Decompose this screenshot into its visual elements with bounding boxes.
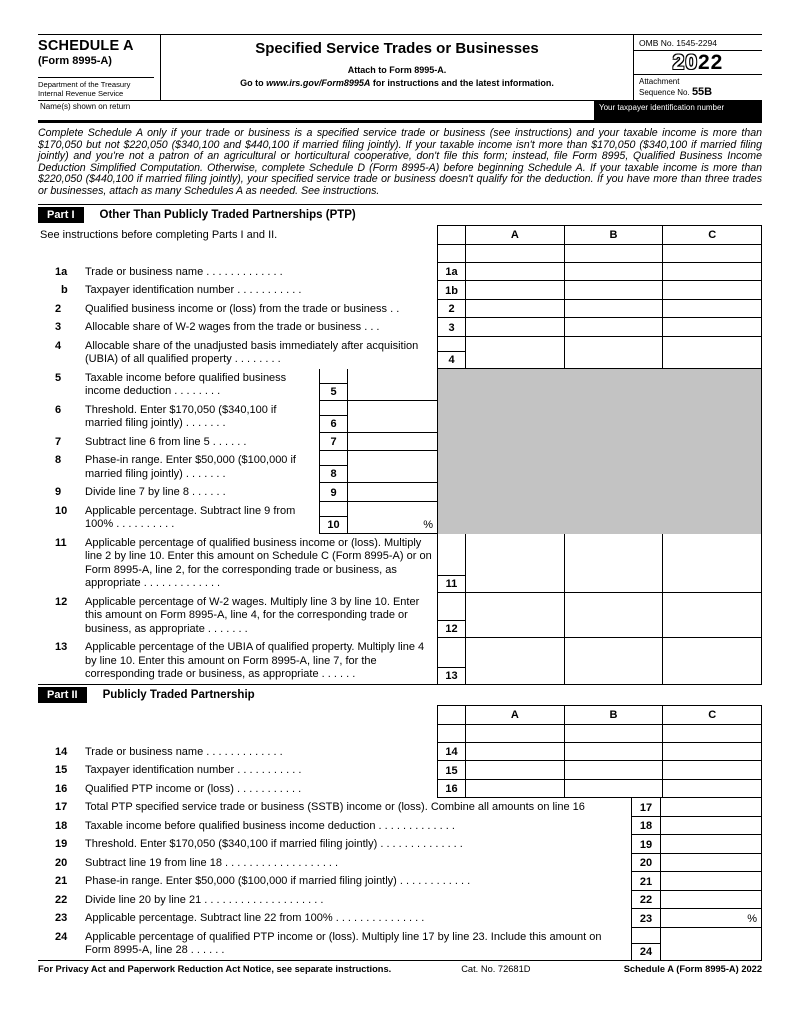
line-number: 14 [55, 745, 68, 758]
line-number: 11 [55, 536, 67, 549]
line-3-col-b[interactable] [564, 318, 663, 337]
line-box [437, 761, 465, 780]
row-label [38, 761, 437, 780]
department-block [38, 77, 154, 98]
row-line-1a [38, 263, 762, 282]
line-4-col-a[interactable] [465, 337, 564, 369]
sequence-prefix: Sequence No. [639, 88, 692, 97]
line-3-col-a[interactable] [465, 318, 564, 337]
line-text: Applicable percentage of qualified PTP income or (loss). Multiply line 17 by line 23. Include this amount on Form 8995-A, line 28 . . . . . . [85, 930, 602, 957]
row-label [38, 743, 437, 762]
row-label [38, 928, 631, 960]
column-b-header: B [564, 225, 663, 245]
row-line-15 [38, 761, 762, 780]
row-label [38, 300, 437, 319]
line-20-entry[interactable] [660, 854, 762, 873]
part2-header-bar [38, 684, 762, 705]
line-text: Threshold. Enter $170,050 ($340,100 if married filing jointly) . . . . . . . . . . . . . . [85, 838, 463, 851]
spacer [38, 725, 437, 743]
row-label [38, 281, 437, 300]
part2-column-header-row [38, 705, 762, 725]
form-footer [38, 960, 762, 974]
line-text: Taxpayer identification number . . . . . . . . . . . [85, 764, 302, 777]
row-line-24 [38, 928, 762, 960]
row-label [38, 401, 319, 433]
row-line-19 [38, 835, 762, 854]
line-box-label: 7 [330, 436, 337, 449]
row-line-1b [38, 281, 762, 300]
tax-year-bold: 22 [698, 51, 724, 74]
line-14-col-c[interactable] [662, 743, 762, 762]
line-box [437, 638, 465, 684]
line-4-col-b[interactable] [564, 337, 663, 369]
privacy-notice: For Privacy Act and Paperwork Reduction Act Notice, see separate instructions. [38, 963, 392, 974]
line-13-col-c[interactable] [662, 638, 762, 684]
form-title: Specified Service Trades or Businesses [255, 40, 539, 57]
part2-title: Publicly Traded Partnership [102, 688, 255, 701]
line-box-label: 12 [438, 620, 465, 637]
see-instructions-note: See instructions before completing Parts I and II. [40, 228, 278, 241]
line-number: 23 [55, 912, 68, 925]
line-box-label: 1b [445, 284, 458, 297]
row-line-20 [38, 854, 762, 873]
form-id-footer: Schedule A (Form 8995-A) 2022 [623, 963, 762, 974]
sequence-number: 55B [691, 86, 713, 98]
line-18-entry[interactable] [660, 817, 762, 836]
line-number: 24 [55, 930, 68, 943]
line-number: 9 [55, 486, 62, 499]
line-number: 8 [55, 454, 62, 467]
row-line-7 [38, 433, 762, 452]
line-box [437, 780, 465, 799]
line-number: 3 [55, 321, 62, 334]
line-14-col-a[interactable] [465, 743, 564, 762]
shaded-area [437, 369, 762, 401]
line-number: 4 [55, 339, 62, 352]
line-15-col-c[interactable] [662, 761, 762, 780]
line-box-label: 18 [639, 820, 653, 833]
line-box [437, 300, 465, 319]
line-19-entry[interactable] [660, 835, 762, 854]
row-line-14 [38, 743, 762, 762]
line-box [437, 593, 465, 639]
row-line-13 [38, 638, 762, 684]
line-box [437, 337, 465, 369]
column-a-header: A [465, 225, 564, 245]
line-box-label: 22 [639, 894, 653, 907]
department-line-2: Internal Revenue Service [38, 89, 124, 98]
line-21-entry[interactable] [660, 872, 762, 891]
part2-table [38, 705, 762, 960]
percent-sign: % [747, 912, 757, 925]
row-label [38, 835, 631, 854]
form-title-block [160, 35, 634, 100]
line-box-label: 16 [445, 783, 458, 796]
line-text: Applicable percentage of qualified business income or (loss). Multiply line 2 by line 10. Enter this amount on Schedule C (Form 8995-A) or on Form 8995-A, line 2, for the corresponding trade or business, as appropriate . . . . . . . . . . . . . [85, 536, 432, 590]
line-13-col-b[interactable] [564, 638, 663, 684]
line-4-col-c[interactable] [662, 337, 762, 369]
line-text: Taxable income before qualified business income deduction . . . . . . . . [85, 371, 287, 398]
line-number: 18 [55, 819, 68, 832]
line-number: 16 [55, 782, 68, 795]
line-16-col-b[interactable] [564, 780, 663, 799]
line-box-label: 11 [438, 575, 465, 592]
line-number: 1a [55, 265, 68, 278]
line-1a-col-a[interactable] [465, 263, 564, 282]
line-box [437, 534, 465, 593]
department-line-1: Department of the Treasury [38, 80, 131, 89]
part1-title: Other Than Publicly Traded Partnerships (PTP) [99, 208, 356, 221]
line-14-col-b[interactable] [564, 743, 663, 762]
row-label [38, 337, 437, 369]
line-box [631, 854, 660, 873]
row-label [38, 817, 631, 836]
goto-suffix: for instructions and the latest information. [370, 78, 554, 88]
line-12-col-b[interactable] [564, 593, 663, 639]
line-box-label: 20 [639, 857, 653, 870]
line-16-col-a[interactable] [465, 780, 564, 799]
line-text: Divide line 7 by line 8 . . . . . . [85, 486, 226, 499]
line-1b-col-b[interactable] [564, 281, 663, 300]
line-12-col-a[interactable] [465, 593, 564, 639]
line-box-label: 24 [632, 943, 660, 960]
line-box-label: 13 [438, 667, 465, 684]
shaded-area [437, 451, 762, 483]
line-8-entry[interactable] [347, 451, 437, 483]
line-6-entry[interactable] [347, 401, 437, 433]
row-line-10 [38, 502, 762, 534]
name-tin-row [38, 101, 762, 123]
line-text: Taxpayer identification number . . . . . . . . . . . [85, 284, 302, 297]
part1-spacer-row [38, 245, 762, 263]
line-number: 6 [55, 403, 62, 416]
row-line-23 [38, 909, 762, 928]
line-23-entry[interactable] [660, 909, 762, 928]
row-label [38, 780, 437, 799]
line-box [319, 502, 347, 534]
omb-block [634, 35, 762, 100]
part1-column-header-row [38, 225, 762, 245]
shaded-area [437, 483, 762, 502]
spacer [662, 725, 762, 743]
line-text: Allocable share of W-2 wages from the trade or business . . . [85, 321, 380, 334]
line-2-col-a[interactable] [465, 300, 564, 319]
line-15-col-a[interactable] [465, 761, 564, 780]
line-11-col-a[interactable] [465, 534, 564, 593]
line-box [631, 909, 660, 928]
shaded-area [437, 433, 762, 452]
line-2-col-b[interactable] [564, 300, 663, 319]
row-label [38, 854, 631, 873]
line-box-label: 9 [330, 486, 337, 499]
line-13-col-a[interactable] [465, 638, 564, 684]
line-box [437, 743, 465, 762]
line-number: b [61, 284, 68, 297]
form-header [38, 34, 762, 101]
line-11-col-c[interactable] [662, 534, 762, 593]
row-line-22 [38, 891, 762, 910]
row-label [38, 483, 319, 502]
line-number: 15 [55, 764, 68, 777]
line-box [437, 263, 465, 282]
line-box-label: 19 [639, 838, 653, 851]
name-field[interactable] [38, 101, 594, 120]
spacer [564, 725, 663, 743]
line-box-label: 21 [639, 875, 653, 888]
form-number: (Form 8995-A) [38, 55, 112, 67]
line-text: Applicable percentage. Subtract line 9 from 100% . . . . . . . . . . [85, 504, 296, 531]
part1-table [38, 225, 762, 684]
line-text: Allocable share of the unadjusted basis immediately after acquisition (UBIA) of all qualified property . . . . . . . . [85, 339, 419, 366]
sequence-line [639, 87, 757, 98]
line-1a-col-b[interactable] [564, 263, 663, 282]
line-number: 21 [55, 875, 68, 888]
column-c-header: C [662, 705, 762, 725]
shaded-area [437, 502, 762, 534]
attach-line: Attach to Form 8995-A. [347, 65, 447, 75]
spacer [662, 245, 762, 263]
spacer [437, 725, 465, 743]
line-text: Applicable percentage. Subtract line 22 from 100% . . . . . . . . . . . . . . . [85, 912, 425, 925]
line-number: 17 [55, 801, 68, 814]
shaded-area [437, 401, 762, 433]
line-number: 5 [55, 371, 62, 384]
line-7-entry[interactable] [347, 433, 437, 452]
row-label [38, 891, 631, 910]
part1-header-bar [38, 205, 762, 225]
row-label [38, 593, 437, 639]
line-box-label: 6 [320, 415, 347, 432]
part2-label: Part II [38, 687, 87, 703]
row-line-21 [38, 872, 762, 891]
row-line-5 [38, 369, 762, 401]
goto-url: www.irs.gov/Form8995A [266, 78, 371, 88]
line-text: Threshold. Enter $170,050 ($340,100 if married filing jointly) . . . . . . . [85, 403, 277, 430]
line-box [319, 401, 347, 433]
goto-prefix: Go to [240, 78, 267, 88]
goto-line [169, 78, 625, 88]
row-label [38, 909, 631, 928]
line-box-label: 15 [445, 764, 458, 777]
line-17-entry[interactable] [660, 798, 762, 817]
column-c-header: C [662, 225, 762, 245]
line-number: 10 [55, 504, 68, 517]
spacer [38, 245, 437, 263]
row-label [38, 638, 437, 684]
row-label [38, 798, 631, 817]
form-id-block [38, 35, 160, 100]
row-line-16 [38, 780, 762, 799]
line-2-col-c[interactable] [662, 300, 762, 319]
header-num-spacer [437, 225, 465, 245]
line-number: 22 [55, 893, 68, 906]
row-label [38, 872, 631, 891]
line-box [631, 872, 660, 891]
row-label [38, 318, 437, 337]
line-box-label: 5 [320, 383, 347, 400]
line-box [437, 281, 465, 300]
line-box-label: 8 [320, 465, 347, 482]
line-number: 19 [55, 838, 68, 851]
line-box [437, 318, 465, 337]
line-box-label: 3 [448, 321, 455, 334]
omb-number: OMB No. 1545-2294 [639, 38, 717, 48]
line-box [319, 433, 347, 452]
line-box [631, 835, 660, 854]
line-text: Phase-in range. Enter $50,000 ($100,000 if married filing jointly) . . . . . . . . . . . . [85, 875, 471, 888]
line-24-entry[interactable] [660, 928, 762, 960]
line-3-col-c[interactable] [662, 318, 762, 337]
line-9-entry[interactable] [347, 483, 437, 502]
line-number: 20 [55, 856, 68, 869]
line-box-label: 1a [445, 266, 458, 279]
line-box [631, 798, 660, 817]
line-box-label: 14 [445, 746, 458, 759]
line-box [319, 483, 347, 502]
row-line-17 [38, 798, 762, 817]
row-line-18 [38, 817, 762, 836]
row-line-11 [38, 534, 762, 593]
line-text: Qualified PTP income or (loss) . . . . . . . . . . . [85, 782, 302, 795]
attachment-sequence [634, 75, 762, 100]
line-12-col-c[interactable] [662, 593, 762, 639]
line-text: Total PTP specified service trade or business (SSTB) income or (loss). Combine all amounts on line 16 [85, 801, 585, 814]
row-label [38, 433, 319, 452]
row-label [38, 502, 319, 534]
line-text: Divide line 20 by line 21 . . . . . . . . . . . . . . . . . . . . [85, 893, 324, 906]
line-box-label: 17 [639, 801, 653, 814]
row-line-12 [38, 593, 762, 639]
line-1b-col-c[interactable] [662, 281, 762, 300]
line-box [631, 891, 660, 910]
spacer [465, 725, 564, 743]
line-number: 13 [55, 641, 68, 654]
line-1b-col-a[interactable] [465, 281, 564, 300]
line-box-label: 23 [639, 912, 653, 925]
tin-field[interactable] [594, 101, 762, 120]
part1-label: Part I [38, 207, 84, 223]
spacer [38, 705, 437, 725]
line-text: Trade or business name . . . . . . . . . . . . . [85, 265, 283, 278]
column-b-header: B [564, 705, 663, 725]
line-15-col-b[interactable] [564, 761, 663, 780]
row-line-6 [38, 401, 762, 433]
line-box [319, 451, 347, 483]
row-line-3 [38, 318, 762, 337]
row-label [38, 369, 319, 401]
row-line-4 [38, 337, 762, 369]
row-line-8 [38, 451, 762, 483]
percent-sign: % [423, 518, 433, 531]
row-label [38, 263, 437, 282]
line-10-entry[interactable] [347, 502, 437, 534]
tin-label: Your taxpayer identification number [599, 103, 725, 112]
line-text: Applicable percentage of W-2 wages. Multiply line 3 by line 10. Enter this amount on Form 8995-A, line 4, for the corresponding trade or business, as appropriate . . . . . . . [85, 595, 420, 635]
name-label: Name(s) shown on return [40, 102, 131, 111]
line-box-label: 4 [438, 351, 465, 368]
catalog-number: Cat. No. 72681D [461, 963, 531, 974]
schedule-label: SCHEDULE A [38, 38, 134, 54]
tax-year [634, 50, 762, 75]
line-box-label: 2 [448, 303, 455, 316]
line-1a-col-c[interactable] [662, 263, 762, 282]
tax-year-outline: 20 [672, 51, 698, 74]
line-box [631, 928, 660, 960]
line-number: 2 [55, 302, 62, 315]
line-11-col-b[interactable] [564, 534, 663, 593]
row-label [38, 534, 437, 593]
line-box [631, 817, 660, 836]
line-number: 12 [55, 595, 68, 608]
line-16-col-c[interactable] [662, 780, 762, 799]
line-22-entry[interactable] [660, 891, 762, 910]
line-text: Qualified business income or (loss) from the trade or business . . [85, 302, 400, 315]
line-text: Subtract line 6 from line 5 . . . . . . [85, 435, 247, 448]
instructions-paragraph: Complete Schedule A only if your trade or business is a specified service trade or business (see instructions) and your taxable income is more than $170,050 but not $220,050 ($340,100 and $440,100 if married filing jointly). If your taxable income isn't more than $170,050 ($340,100 if married filing jointly) and you're not a patron of an agricultural or horticultural cooperative, don't file this form; instead, file Form 8995, Qualified Business Income Deduction Simplified Computation. Otherwise, complete Schedule D (Form 8995-A) before beginning Schedule A. If your taxable income is more than $220,050 ($440,100 if married filing jointly), your specified service trade or business doesn't qualify for the deduction. If you have more than three trades or businesses, attach as many Schedules A as needed. See instructions. [38, 123, 762, 205]
line-text: Subtract line 19 from line 18 . . . . . . . . . . . . . . . . . . . [85, 856, 339, 869]
line-text: Taxable income before qualified business income deduction . . . . . . . . . . . . . [85, 819, 455, 832]
row-line-9 [38, 483, 762, 502]
line-text: Applicable percentage of the UBIA of qualified property. Multiply line 4 by line 10. Enter this amount on Form 8995-A, line 7, for the corresponding trade or business, as appropriate . . . . . . [85, 641, 425, 681]
row-label [38, 451, 319, 483]
header-num-spacer [437, 705, 465, 725]
column-a-header: A [465, 705, 564, 725]
line-5-entry[interactable] [347, 369, 437, 401]
line-box [319, 369, 347, 401]
line-text: Phase-in range. Enter $50,000 ($100,000 if married filing jointly) . . . . . . . [85, 454, 296, 480]
spacer [465, 245, 564, 263]
spacer [437, 245, 465, 263]
line-box-label: 10 [320, 516, 347, 533]
line-number: 7 [55, 435, 62, 448]
attachment-label: Attachment [639, 77, 680, 86]
part2-spacer-row [38, 725, 762, 743]
row-line-2 [38, 300, 762, 319]
line-text: Trade or business name . . . . . . . . . . . . . [85, 745, 283, 758]
spacer [564, 245, 663, 263]
